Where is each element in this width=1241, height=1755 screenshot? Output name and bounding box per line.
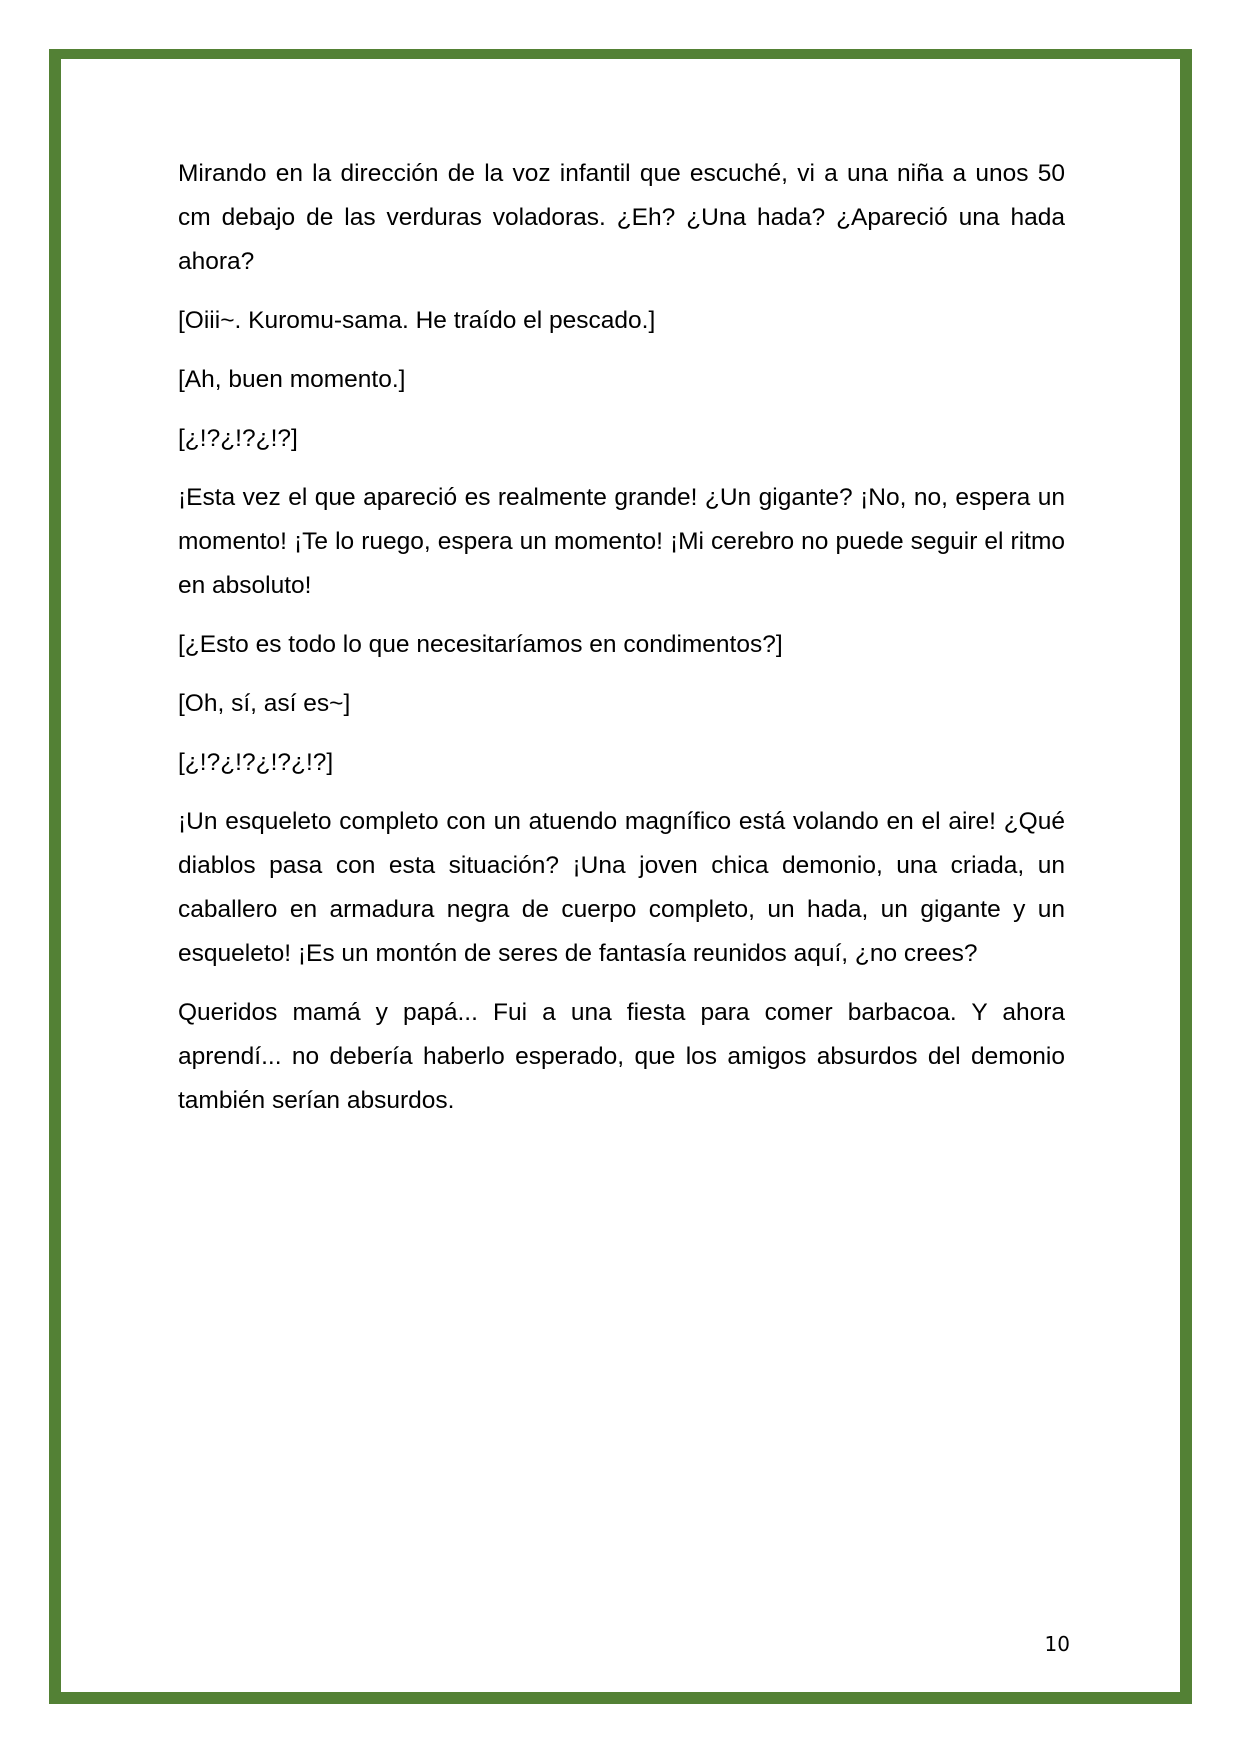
paragraph-narration-skeleton: ¡Un esqueleto completo con un atuendo magnífico está volando en el aire! ¿Qué diablos pasa con esta situación? ¡Una joven chica demonio, una criada, un caballero en armadura negra de cuerpo completo, un hada, un gigante y un esqueleto! ¡Es un montón de seres de fantasía reunidos aquí, ¿no crees? <box>178 808 1065 967</box>
page-number: 10 <box>1044 1632 1070 1656</box>
paragraph-narration-parents: Queridos mamá y papá... Fui a una fiesta para comer barbacoa. Y ahora aprendí... no debería haberlo esperado, que los amigos absurdos del demonio también serían absurdos. <box>178 999 1065 1114</box>
page-body <box>178 152 1065 1138</box>
paragraph-dialogue-good-timing: [Ah, buen momento.] <box>178 366 406 393</box>
paragraph-exclamation-2: [¿!?¿!?¿!?¿!?] <box>178 749 334 776</box>
paragraph-dialogue-fish: [Oiii~. Kuromu-sama. He traído el pescado.] <box>178 307 656 334</box>
paragraph-exclamation-1: [¿!?¿!?¿!?] <box>178 425 298 452</box>
paragraph-narration-fairy: Mirando en la dirección de la voz infantil que escuché, vi a una niña a unos 50 cm debajo de las verduras voladoras. ¿Eh? ¿Una hada? ¿Apareció una hada ahora? <box>178 160 1065 275</box>
paragraph-dialogue-yes: [Oh, sí, así es~] <box>178 690 351 717</box>
paragraph-narration-giant: ¡Esta vez el que apareció es realmente grande! ¿Un gigante? ¡No, no, espera un momento! ¡Te lo ruego, espera un momento! ¡Mi cerebro no puede seguir el ritmo en absoluto! <box>178 484 1065 599</box>
paragraph-dialogue-condiments: [¿Esto es todo lo que necesitaríamos en condimentos?] <box>178 631 783 658</box>
